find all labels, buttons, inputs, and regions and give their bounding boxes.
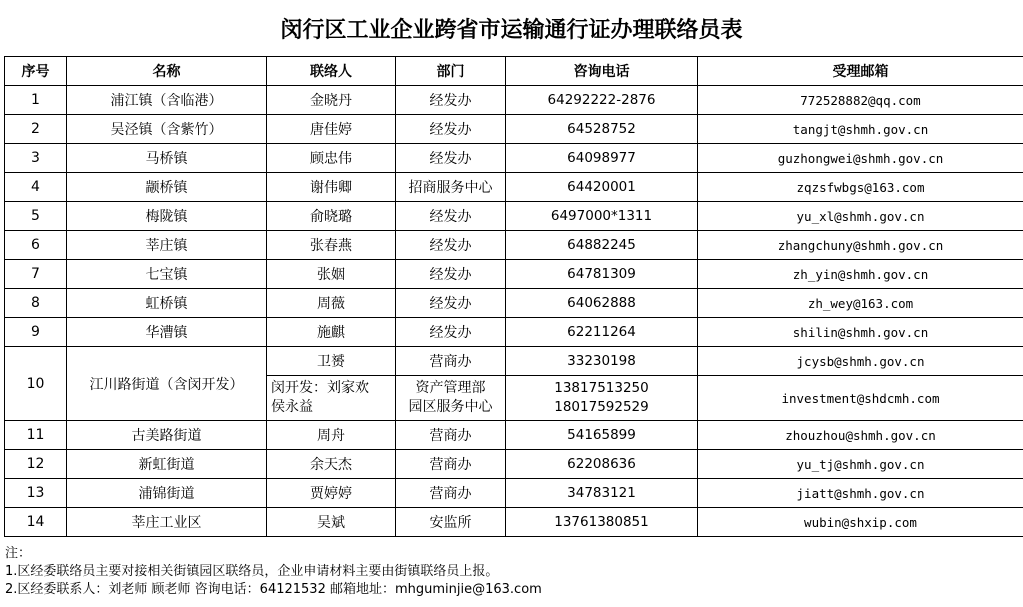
- cell-phone[interactable]: 62211264: [506, 318, 698, 347]
- cell-phone[interactable]: 13761380851: [506, 508, 698, 537]
- cell-dept[interactable]: 营商办: [396, 450, 506, 479]
- cell-phone[interactable]: [506, 376, 698, 421]
- contact-line: 侯永益: [271, 399, 313, 415]
- cell-name[interactable]: 江川路街道（含闵开发）: [67, 347, 267, 421]
- cell-name[interactable]: 新虹街道: [67, 450, 267, 479]
- cell-phone[interactable]: 62208636: [506, 450, 698, 479]
- table-body: [5, 86, 1023, 537]
- table-row: [5, 479, 1023, 508]
- cell-email[interactable]: yu_xl@shmh.gov.cn: [698, 202, 1023, 231]
- cell-dept[interactable]: 经发办: [396, 231, 506, 260]
- cell-email[interactable]: investment@shdcmh.com: [698, 376, 1023, 421]
- cell-index[interactable]: 12: [5, 450, 67, 479]
- cell-dept[interactable]: 营商办: [396, 421, 506, 450]
- cell-contact[interactable]: 吴斌: [267, 508, 396, 537]
- cell-contact[interactable]: 张姻: [267, 260, 396, 289]
- cell-phone[interactable]: 64781309: [506, 260, 698, 289]
- cell-index[interactable]: 6: [5, 231, 67, 260]
- header-index: 序号: [5, 57, 67, 86]
- cell-email[interactable]: zh_wey@163.com: [698, 289, 1023, 318]
- cell-phone[interactable]: 64292222-2876: [506, 86, 698, 115]
- table-row: [5, 347, 1023, 376]
- cell-phone[interactable]: 64062888: [506, 289, 698, 318]
- cell-name[interactable]: 吴泾镇（含紫竹）: [67, 115, 267, 144]
- cell-dept[interactable]: [396, 376, 506, 421]
- table-row: [5, 144, 1023, 173]
- cell-phone[interactable]: 64098977: [506, 144, 698, 173]
- cell-contact[interactable]: [267, 376, 396, 421]
- cell-index[interactable]: 9: [5, 318, 67, 347]
- cell-contact[interactable]: 金晓丹: [267, 86, 396, 115]
- table-row: [5, 231, 1023, 260]
- cell-name[interactable]: 梅陇镇: [67, 202, 267, 231]
- table-row: [5, 115, 1023, 144]
- cell-index[interactable]: 14: [5, 508, 67, 537]
- cell-phone[interactable]: 54165899: [506, 421, 698, 450]
- cell-dept[interactable]: 经发办: [396, 86, 506, 115]
- cell-dept[interactable]: 经发办: [396, 144, 506, 173]
- cell-index[interactable]: 1: [5, 86, 67, 115]
- contact-table: [4, 56, 1023, 537]
- cell-phone[interactable]: 64882245: [506, 231, 698, 260]
- cell-contact[interactable]: 谢伟卿: [267, 173, 396, 202]
- notes-section: [5, 545, 1015, 599]
- page-title: 闵行区工业企业跨省市运输通行证办理联络员表: [280, 17, 743, 43]
- cell-phone[interactable]: 33230198: [506, 347, 698, 376]
- header-phone: 咨询电话: [506, 57, 698, 86]
- table-row: [5, 450, 1023, 479]
- cell-index[interactable]: 10: [5, 347, 67, 421]
- table-row: [5, 421, 1023, 450]
- cell-index[interactable]: 4: [5, 173, 67, 202]
- cell-contact[interactable]: 余天杰: [267, 450, 396, 479]
- cell-email[interactable]: 772528882@qq.com: [698, 86, 1023, 115]
- cell-index[interactable]: 7: [5, 260, 67, 289]
- table-row: [5, 289, 1023, 318]
- notes-heading: 注：: [5, 546, 32, 561]
- cell-contact[interactable]: 周舟: [267, 421, 396, 450]
- cell-email[interactable]: zhangchuny@shmh.gov.cn: [698, 231, 1023, 260]
- dept-line: 园区服务中心: [408, 399, 493, 415]
- cell-contact[interactable]: 卫赟: [267, 347, 396, 376]
- cell-dept[interactable]: 招商服务中心: [396, 173, 506, 202]
- cell-index[interactable]: 11: [5, 421, 67, 450]
- cell-email[interactable]: shilin@shmh.gov.cn: [698, 318, 1023, 347]
- cell-email[interactable]: jcysb@shmh.gov.cn: [698, 347, 1023, 376]
- table-row: [5, 86, 1023, 115]
- table-row: [5, 202, 1023, 231]
- cell-name[interactable]: 莘庄工业区: [67, 508, 267, 537]
- cell-dept[interactable]: 经发办: [396, 289, 506, 318]
- cell-dept[interactable]: 经发办: [396, 202, 506, 231]
- cell-contact[interactable]: 唐佳婷: [267, 115, 396, 144]
- cell-dept[interactable]: 营商办: [396, 479, 506, 508]
- cell-name[interactable]: 浦锦街道: [67, 479, 267, 508]
- cell-dept[interactable]: 安监所: [396, 508, 506, 537]
- cell-phone[interactable]: 34783121: [506, 479, 698, 508]
- dept-line: 资产管理部: [415, 380, 486, 396]
- cell-index[interactable]: 8: [5, 289, 67, 318]
- table-row: [5, 173, 1023, 202]
- table-row: [5, 318, 1023, 347]
- cell-index[interactable]: 13: [5, 479, 67, 508]
- cell-email[interactable]: yu_tj@shmh.gov.cn: [698, 450, 1023, 479]
- phone-line: 13817513250: [554, 380, 649, 396]
- cell-contact[interactable]: 施麒: [267, 318, 396, 347]
- cell-index[interactable]: 2: [5, 115, 67, 144]
- cell-dept[interactable]: 营商办: [396, 347, 506, 376]
- notes-line: 1.区经委联络员主要对接相关街镇园区联络员，企业申请材料主要由街镇联络员上报。: [5, 564, 499, 579]
- cell-email[interactable]: zh_yin@shmh.gov.cn: [698, 260, 1023, 289]
- cell-phone[interactable]: 6497000*1311: [506, 202, 698, 231]
- cell-dept[interactable]: 经发办: [396, 260, 506, 289]
- cell-email[interactable]: zqzsfwbgs@163.com: [698, 173, 1023, 202]
- cell-dept[interactable]: 经发办: [396, 318, 506, 347]
- cell-dept[interactable]: 经发办: [396, 115, 506, 144]
- cell-phone[interactable]: 64420001: [506, 173, 698, 202]
- header-name: 名称: [67, 57, 267, 86]
- cell-email[interactable]: guzhongwei@shmh.gov.cn: [698, 144, 1023, 173]
- cell-contact[interactable]: 张春燕: [267, 231, 396, 260]
- cell-email[interactable]: zhouzhou@shmh.gov.cn: [698, 421, 1023, 450]
- cell-name[interactable]: 七宝镇: [67, 260, 267, 289]
- header-row: [5, 57, 1023, 86]
- cell-contact[interactable]: 俞晓璐: [267, 202, 396, 231]
- cell-contact[interactable]: 顾忠伟: [267, 144, 396, 173]
- cell-name[interactable]: 虹桥镇: [67, 289, 267, 318]
- contact-line: 闵开发：刘家欢: [271, 380, 369, 396]
- cell-name[interactable]: 颛桥镇: [67, 173, 267, 202]
- cell-email[interactable]: tangjt@shmh.gov.cn: [698, 115, 1023, 144]
- cell-contact[interactable]: 贾婷婷: [267, 479, 396, 508]
- header-email: 受理邮箱: [698, 57, 1023, 86]
- header-dept: 部门: [396, 57, 506, 86]
- cell-name[interactable]: 华漕镇: [67, 318, 267, 347]
- notes-line: 2.区经委联系人：刘老师 顾老师 咨询电话：64121532 邮箱地址：mhguminjie@163.com: [5, 582, 542, 597]
- cell-index[interactable]: 3: [5, 144, 67, 173]
- cell-phone[interactable]: 64528752: [506, 115, 698, 144]
- table-row: [5, 508, 1023, 537]
- header-contact: 联络人: [267, 57, 396, 86]
- cell-index[interactable]: 5: [5, 202, 67, 231]
- cell-name[interactable]: 马桥镇: [67, 144, 267, 173]
- cell-contact[interactable]: 周薇: [267, 289, 396, 318]
- cell-name[interactable]: 莘庄镇: [67, 231, 267, 260]
- cell-name[interactable]: 古美路街道: [67, 421, 267, 450]
- cell-name[interactable]: 浦江镇（含临港）: [67, 86, 267, 115]
- table-row: [5, 260, 1023, 289]
- cell-email[interactable]: wubin@shxip.com: [698, 508, 1023, 537]
- cell-email[interactable]: jiatt@shmh.gov.cn: [698, 479, 1023, 508]
- phone-line: 18017592529: [554, 399, 649, 415]
